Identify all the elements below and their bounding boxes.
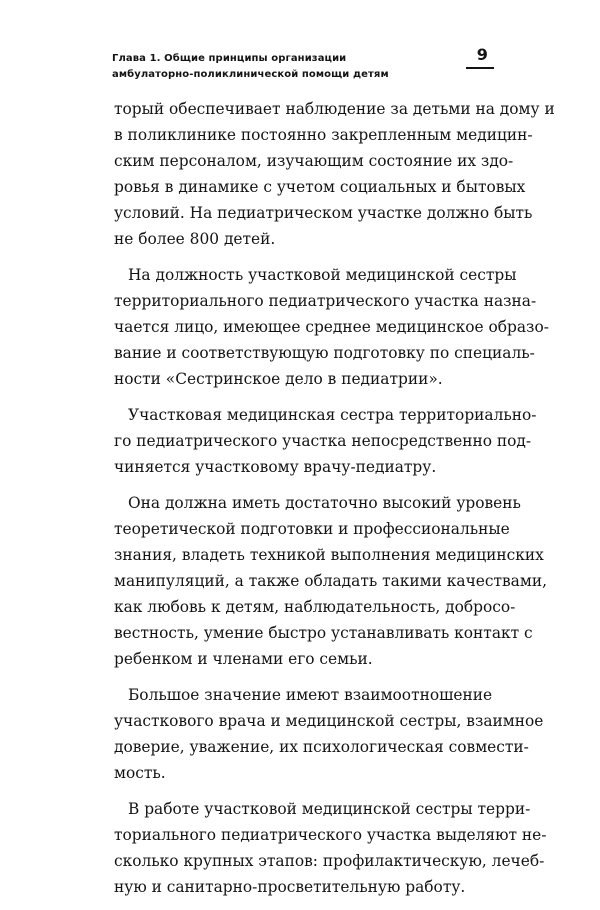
text-line: доверие, уважение, их психологическая совмести-	[114, 738, 529, 756]
text-line: знания, владеть техникой выполнения медицинских	[114, 546, 544, 564]
paragraph	[114, 262, 549, 392]
text-line: мость.	[114, 764, 166, 782]
text-line: в поликлинике постоянно закрепленным медицин-	[114, 126, 533, 144]
text-line: чается лицо, имеющее среднее медицинское образо-	[114, 318, 549, 336]
text-line: чиняется участковому врачу-педиатру.	[114, 458, 437, 476]
text-line: На должность участковой медицинской сестры	[128, 266, 517, 284]
text-line: Участковая медицинская сестра территориально-	[128, 406, 537, 424]
text-line: торый обеспечивает наблюдение за детьми на дому и	[114, 100, 555, 118]
text-line: В работе участковой медицинской сестры терри-	[128, 800, 531, 818]
chapter-title-line-2: амбулаторно-поликлинической помощи детям	[112, 69, 389, 80]
text-line: вание и соответствующую подготовку по специаль-	[114, 344, 535, 362]
text-line: ровья в динамике с учетом социальных и бытовых	[114, 178, 526, 196]
text-line: теоретической подготовки и профессиональные	[114, 520, 510, 538]
paragraph	[114, 402, 537, 480]
chapter-title-line-1: Глава 1. Общие принципы организации	[112, 53, 347, 64]
text-line: сколько крупных этапов: профилактическую, лечеб-	[114, 852, 545, 870]
text-line: го педиатрического участка непосредственно под-	[114, 432, 532, 450]
text-line: не более 800 детей.	[114, 230, 276, 248]
text-line: Большое значение имеют взаимоотношение	[128, 686, 493, 704]
text-line: ториального педиатрического участка выделяют не-	[114, 826, 547, 844]
text-line: манипуляций, а также обладать такими качествами,	[114, 572, 547, 590]
paragraph	[114, 796, 547, 900]
paragraph	[114, 96, 555, 252]
text-line: участкового врача и медицинской сестры, взаимное	[114, 712, 544, 730]
paragraph	[114, 490, 547, 672]
text-line: как любовь к детям, наблюдательность, добросо-	[114, 598, 516, 616]
text-line: условий. На педиатрическом участке должно быть	[114, 204, 533, 222]
text-line: ную и санитарно-просветительную работу.	[114, 878, 466, 896]
text-line: ским персоналом, изучающим состояние их здо-	[114, 152, 514, 170]
text-line: территориального педиатрического участка назна-	[114, 292, 537, 310]
paragraph	[114, 682, 544, 786]
text-line: Она должна иметь достаточно высокий уровень	[128, 494, 521, 512]
header-rule	[466, 67, 494, 69]
text-line: вестность, умение быстро устанавливать контакт с	[114, 624, 533, 642]
body-text	[114, 96, 555, 910]
text-line: ребенком и членами его семьи.	[114, 650, 373, 668]
text-line: ности «Сестринское дело в педиатрии».	[114, 370, 443, 388]
page-number: 9	[476, 45, 488, 64]
